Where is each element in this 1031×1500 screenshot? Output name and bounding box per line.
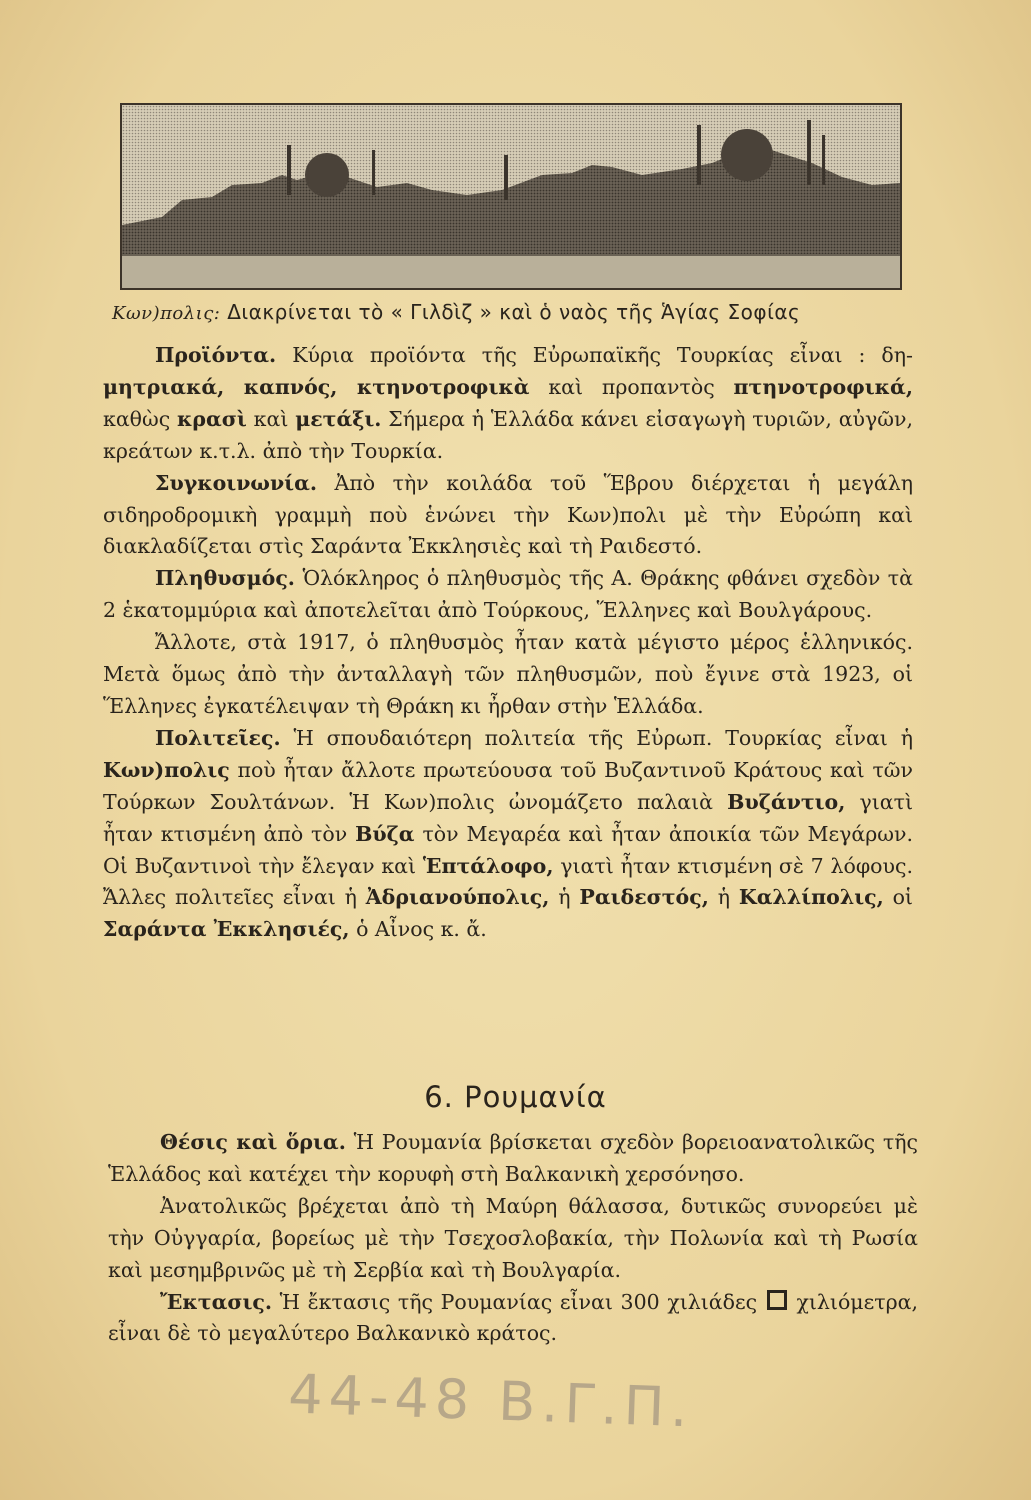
products-text-e: Σήμερα ἡ Ἑλλάδα κάνει εἰσαγωγὴ τυριῶν, αὐγῶν, κρεάτων κ.τ.λ. ἀπὸ τὴν Τουρκία.	[103, 406, 913, 463]
cities-bold-a: Κων)πολις	[103, 757, 230, 782]
products-text-a: Κύρια προϊόντα τῆς Εὐρωπαϊκῆς Τουρκίας εἶναι : δη-	[292, 343, 913, 367]
population-heading: Πληθυσμός.	[155, 566, 295, 591]
cities-text-g: ἡ	[717, 885, 731, 910]
history-text: Ἄλλοτε, στὰ 1917, ὁ πληθυσμὸς ἦταν κατὰ μέγιστο μέρος ἑλληνικός. Μετὰ ὅμως ἀπὸ τὴν ἀνταλλαγὴ τῶν πληθυσμῶν, ποὺ ἔγινε στὰ 1923, οἱ Ἕλληνες ἐγκατέλειψαν τὴ Θράκη κι ἦρθαν στὴν Ἑλλάδα.	[103, 630, 913, 718]
products-text-c: καθὼς	[103, 406, 171, 431]
skyline-illustration	[122, 105, 900, 288]
products-heading: Προϊόντα.	[155, 343, 277, 367]
cities-bold-f: Ραιδεστός,	[579, 885, 709, 910]
communication-paragraph	[103, 468, 913, 564]
history-paragraph	[103, 627, 913, 723]
caption-city: Κων)πολις:	[112, 303, 221, 324]
cities-text-e: γιατὶ ἦταν κτισμένη σὲ 7 λόφους. Ἄλλες πολιτεῖες εἶναι ἡ	[103, 853, 913, 910]
borders-text: Ἀνατολικῶς βρέχεται ἀπὸ τὴ Μαύρη θάλασσα, δυτικῶς συνορεύει μὲ τὴν Οὐγγαρία, βορείως μὲ τὴν Τσεχοσλοβακία, τὴν Πολωνία καὶ τὴ Ρωσία καὶ μεσημβρινῶς μὲ τὴ Σερβία καὶ τὴ Βουλγαρία.	[108, 1193, 918, 1282]
constantinople-photo	[120, 103, 902, 290]
cities-paragraph	[103, 723, 913, 946]
borders-paragraph	[108, 1191, 918, 1287]
products-text-b: καὶ προπαντὸς	[548, 374, 715, 399]
position-text: Ἡ Ρουμανία βρίσκεται σχεδὸν βορειοανατολικῶς τῆς Ἑλλάδος καὶ κατέχει τὴν κορυφὴ στὴ Βαλκανικὴ χερσόνησο.	[108, 1130, 918, 1186]
communication-heading: Συγκοινωνία.	[155, 470, 318, 495]
communication-text: Ἀπὸ τὴν κοιλάδα τοῦ Ἕβρου διέρχεται ἡ μεγάλη σιδηροδρομικὴ γραμμὴ ποὺ ἑνώνει τὴν Κων)πολι μὲ τὴν Εὐρώπη καὶ διακλαδίζεται στὶς Σαράντα Ἐκκλησιὲς καὶ τὴ Ραιδεστό.	[103, 470, 913, 559]
products-paragraph	[103, 340, 913, 468]
population-text: Ὁλόκληρος ὁ πληθυσμὸς τῆς Α. Θράκης φθάνει σχεδὸν τὰ 2 ἑκατομμύρια καὶ ἀποτελεῖται ἀπὸ Τούρκους, Ἕλληνες καὶ Βουλγάρους.	[103, 566, 913, 623]
romania-text	[108, 1127, 918, 1350]
area-paragraph	[108, 1287, 918, 1351]
thrace-text	[103, 340, 913, 946]
cities-bold-g: Καλλίπολις,	[738, 885, 884, 910]
archive-stamp: 44-48 Β.Γ.Π.	[287, 1362, 695, 1440]
cities-text-b: ποὺ ἦταν ἄλλοτε πρωτεύουσα τοῦ Βυζαντινοῦ Κράτους καὶ τῶν Τούρκων Σουλτάνων. Ἡ Κων)πολις ὠνομάζετο παλαιὰ	[103, 757, 913, 814]
square-symbol-icon	[767, 1290, 787, 1310]
cities-text-i: ὁ Αἶνος κ. ἄ.	[356, 917, 487, 942]
cities-text-f: ἡ	[558, 885, 571, 910]
population-paragraph	[103, 563, 913, 627]
section-title: 6. Ρουμανία	[424, 1080, 607, 1114]
caption-text: Διακρίνεται τὸ « Γιλδὶζ » καὶ ὁ ναὸς τῆς Ἁγίας Σοφίας	[227, 300, 801, 324]
cities-bold-d: Ἑπτάλοφο,	[422, 853, 554, 878]
area-text-b: χιλιόμετρα, εἶναι δὲ τὸ μεγαλύτερο Βαλκανικὸ κράτος.	[108, 1289, 918, 1346]
position-heading: Θέσις καὶ ὅρια.	[160, 1130, 346, 1154]
cities-heading: Πολιτεῖες.	[155, 725, 281, 750]
cities-text-a: Ἡ σπουδαιότερη πολιτεία τῆς Εὐρωπ. Τουρκίας εἶναι ἡ	[293, 725, 913, 750]
products-text-d: καὶ	[253, 406, 289, 431]
cities-bold-h: Σαράντα Ἐκκλησιές,	[103, 917, 350, 942]
cities-bold-b: Βυζάντιο,	[727, 789, 846, 814]
photo-caption	[112, 300, 912, 324]
products-bold-c: κρασὶ	[177, 406, 247, 431]
position-paragraph	[108, 1127, 918, 1191]
products-bold-d: μετάξι.	[295, 406, 382, 431]
cities-text-c: γιατὶ ἦταν κτισμένη ἀπὸ τὸν	[103, 789, 913, 846]
area-heading: Ἔκτασις.	[160, 1289, 272, 1314]
products-bold-a: μητριακά, καπνός, κτηνοτροφικὰ	[103, 374, 530, 399]
cities-text-d: τὸν Μεγαρέα καὶ ἦταν ἀποικία τῶν Μεγάρων. Οἱ Βυζαντινοὶ τὴν ἔλεγαν καὶ	[103, 821, 913, 878]
area-text-a: Ἡ ἔκτασις τῆς Ρουμανίας εἶναι 300 χιλιάδες	[279, 1289, 758, 1314]
products-bold-b: πτηνοτροφικά,	[733, 374, 913, 399]
cities-bold-c: Βύζα	[355, 821, 415, 846]
cities-bold-e: Ἀδριανούπολις,	[365, 885, 550, 910]
cities-text-h: οἱ	[892, 885, 913, 910]
